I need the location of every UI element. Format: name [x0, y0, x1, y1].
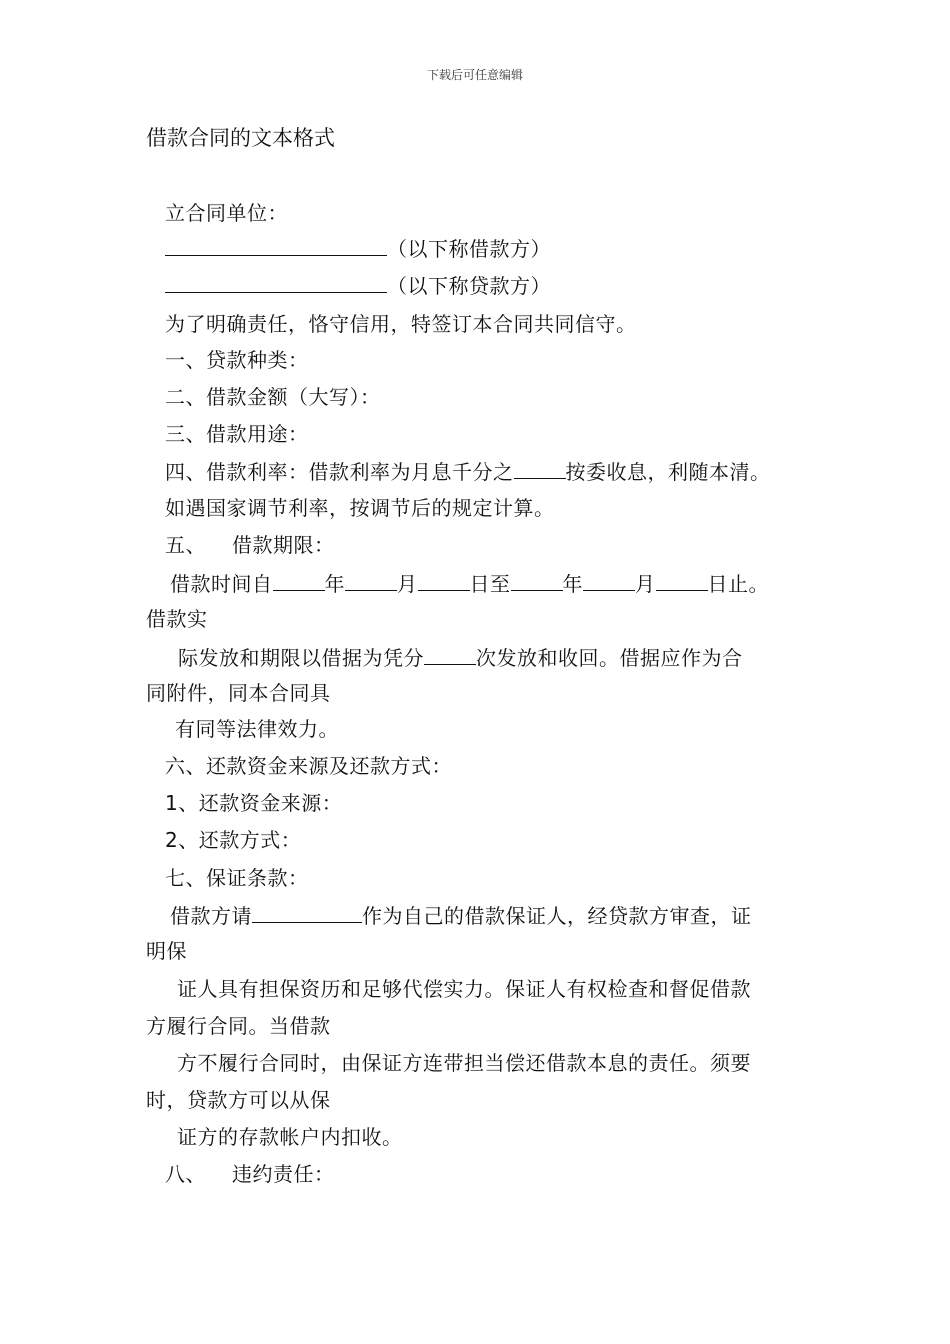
lender-name-blank — [165, 270, 387, 293]
preamble-text: 为了明确责任，恪守信用，特签订本合同共同信守。 — [165, 312, 637, 336]
loan-term-text-3: 同附件，同本合同具 — [146, 681, 331, 705]
guarantee-text-2: 明保 — [146, 939, 187, 963]
guarantee-text-6: 时，贷款方可以从保 — [146, 1088, 331, 1112]
clause-repayment-heading: 六、还款资金来源及还款方式： — [165, 754, 452, 778]
loan-term-text-2: 际发放和期限以借据为凭分 次发放和收回。借据应作为合 — [178, 642, 743, 672]
end-year-blank — [511, 568, 563, 591]
start-month-blank — [345, 568, 397, 591]
start-day-blank — [418, 568, 470, 591]
clause-interest-rate: 四、借款利率：借款利率为月息千分之 按委收息，利随本清。 — [165, 456, 771, 486]
clause-loan-type: 一、贷款种类： — [165, 348, 309, 372]
guarantee-text-3: 证人具有担保资历和足够代偿实力。保证人有权检查和督促借款 — [177, 977, 751, 1001]
guarantee-text-5: 方不履行合同时，由保证方连带担当偿还借款本息的责任。须要 — [177, 1051, 751, 1075]
loan-term-text-4: 有同等法律效力。 — [175, 717, 339, 741]
loan-term-text-1: 借款实 — [146, 607, 208, 631]
installment-count-blank — [424, 642, 476, 665]
guarantee-text-7: 证方的存款帐户内扣收。 — [177, 1125, 403, 1149]
guarantee-text-4: 方履行合同。当借款 — [146, 1014, 331, 1038]
guarantor-name-blank — [252, 900, 362, 923]
lender-line: （以下称贷款方） — [165, 270, 551, 300]
clause-liability-heading: 八、 违约责任： — [165, 1162, 335, 1186]
clause-loan-purpose: 三、借款用途： — [165, 422, 309, 446]
contract-parties-label: 立合同单位： — [165, 201, 288, 225]
clause-guarantee-heading: 七、保证条款： — [165, 866, 309, 890]
document-title: 借款合同的文本格式 — [146, 126, 335, 150]
end-day-blank — [656, 568, 708, 591]
guarantee-text-1: 借款方请 作为自己的借款保证人，经贷款方审查，证 — [170, 900, 752, 930]
loan-period-line: 借款时间自 年 月 日至 年 月 日止。 — [170, 568, 769, 598]
repayment-method: 2、还款方式： — [165, 828, 302, 852]
clause-loan-term-heading: 五、 借款期限： — [165, 533, 335, 557]
start-year-blank — [273, 568, 325, 591]
end-month-blank — [583, 568, 635, 591]
page-header-note: 下载后可任意编辑 — [426, 68, 523, 82]
interest-rate-blank — [514, 456, 566, 479]
repayment-source: 1、还款资金来源： — [165, 791, 343, 815]
interest-adjustment-text: 如遇国家调节利率，按调节后的规定计算。 — [165, 496, 555, 520]
clause-loan-amount: 二、借款金额（大写）： — [165, 385, 381, 409]
borrower-name-blank — [165, 233, 387, 256]
borrower-line: （以下称借款方） — [165, 233, 551, 263]
